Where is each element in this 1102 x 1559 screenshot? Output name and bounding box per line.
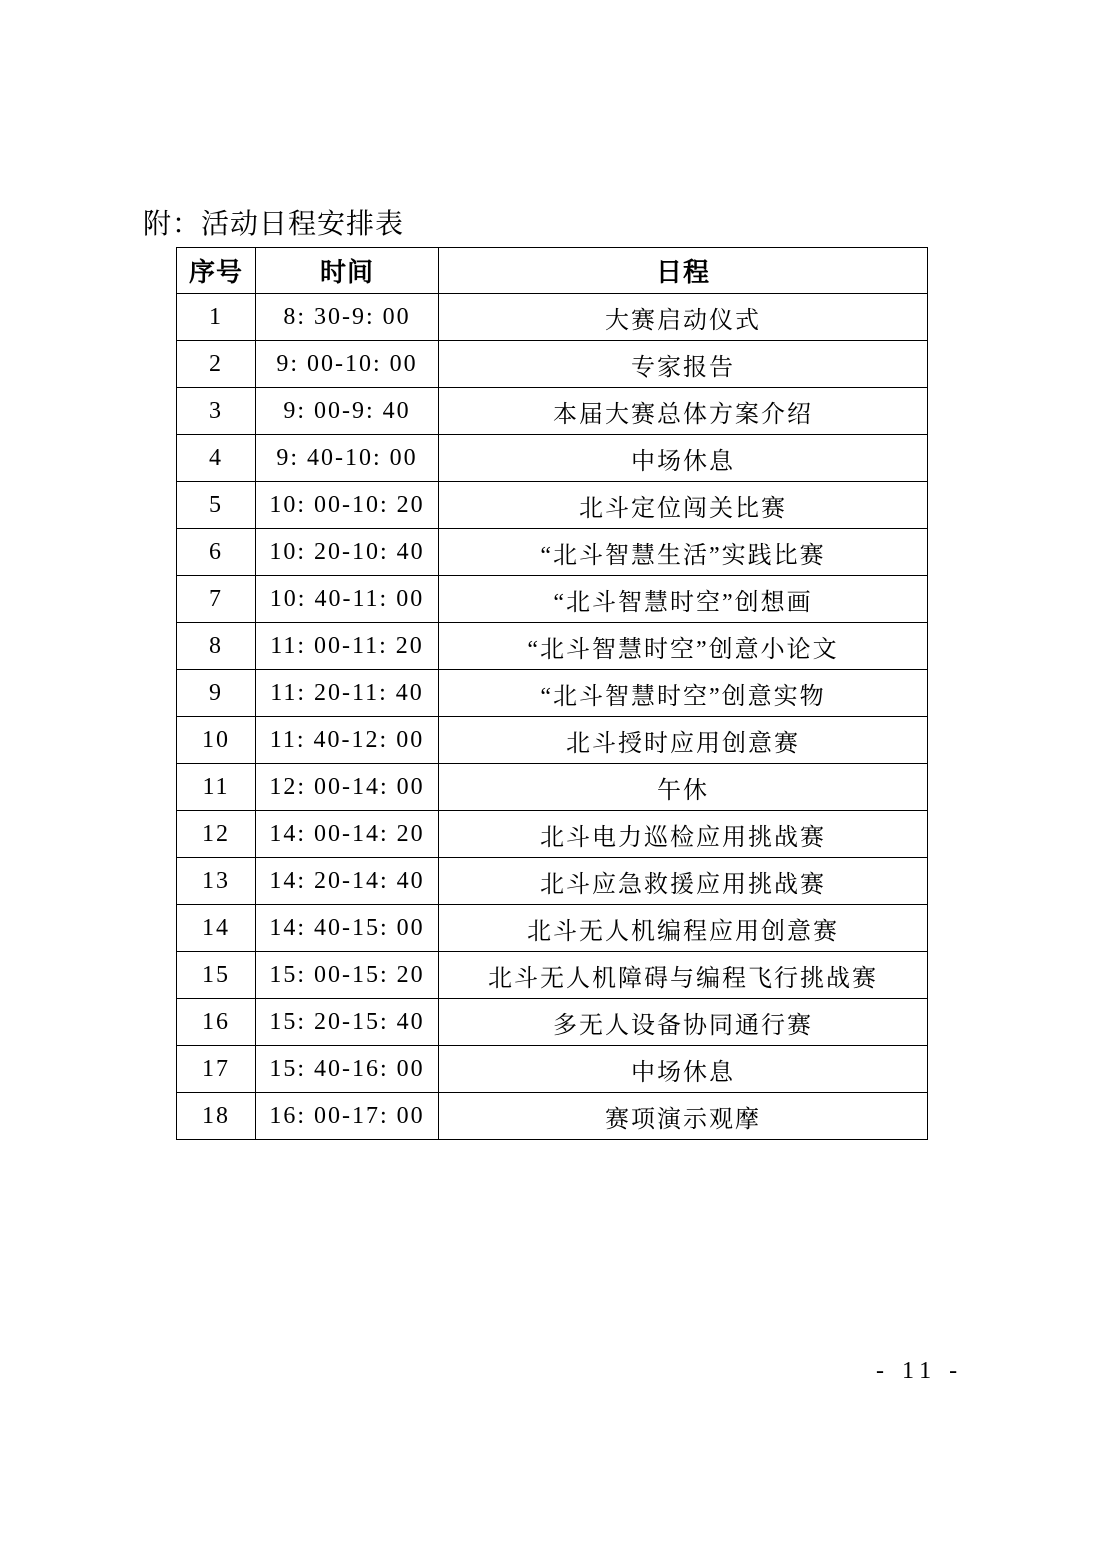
table-row (177, 811, 928, 858)
cell-no: 7 (177, 576, 256, 623)
cell-event: 北斗电力巡检应用挑战赛 (439, 811, 928, 858)
cell-no: 6 (177, 529, 256, 576)
table-row (177, 576, 928, 623)
table-body (177, 294, 928, 1140)
table-row (177, 435, 928, 482)
cell-event: 北斗授时应用创意赛 (439, 717, 928, 764)
cell-event: 午休 (439, 764, 928, 811)
table-row (177, 1093, 928, 1140)
cell-time: 14: 40-15: 00 (256, 905, 439, 952)
cell-event: 北斗应急救援应用挑战赛 (439, 858, 928, 905)
table-row (177, 670, 928, 717)
cell-no: 5 (177, 482, 256, 529)
header-event: 日程 (439, 248, 928, 294)
cell-event: “北斗智慧时空”创想画 (439, 576, 928, 623)
schedule-table (176, 247, 928, 1140)
cell-time: 10: 40-11: 00 (256, 576, 439, 623)
cell-no: 17 (177, 1046, 256, 1093)
cell-event: “北斗智慧生活”实践比赛 (439, 529, 928, 576)
cell-event: 北斗无人机障碍与编程飞行挑战赛 (439, 952, 928, 999)
table-row (177, 294, 928, 341)
cell-time: 12: 00-14: 00 (256, 764, 439, 811)
cell-event: 专家报告 (439, 341, 928, 388)
cell-time: 10: 00-10: 20 (256, 482, 439, 529)
table-row (177, 1046, 928, 1093)
table-row (177, 529, 928, 576)
cell-event: 中场休息 (439, 1046, 928, 1093)
cell-time: 15: 00-15: 20 (256, 952, 439, 999)
cell-event: “北斗智慧时空”创意小论文 (439, 623, 928, 670)
table-header-row (177, 248, 928, 294)
cell-time: 16: 00-17: 00 (256, 1093, 439, 1140)
table-row (177, 623, 928, 670)
table-row (177, 388, 928, 435)
header-time: 时间 (256, 248, 439, 294)
table-row (177, 858, 928, 905)
cell-time: 15: 40-16: 00 (256, 1046, 439, 1093)
cell-no: 10 (177, 717, 256, 764)
cell-time: 9: 40-10: 00 (256, 435, 439, 482)
cell-no: 9 (177, 670, 256, 717)
table-row (177, 341, 928, 388)
cell-time: 8: 30-9: 00 (256, 294, 439, 341)
cell-time: 11: 00-11: 20 (256, 623, 439, 670)
cell-event: 北斗定位闯关比赛 (439, 482, 928, 529)
table-row (177, 764, 928, 811)
table-row (177, 999, 928, 1046)
cell-time: 14: 20-14: 40 (256, 858, 439, 905)
table-row (177, 717, 928, 764)
table-row (177, 482, 928, 529)
table-row (177, 952, 928, 999)
cell-event: 北斗无人机编程应用创意赛 (439, 905, 928, 952)
cell-no: 11 (177, 764, 256, 811)
cell-no: 3 (177, 388, 256, 435)
cell-event: “北斗智慧时空”创意实物 (439, 670, 928, 717)
cell-no: 13 (177, 858, 256, 905)
cell-time: 11: 20-11: 40 (256, 670, 439, 717)
cell-no: 4 (177, 435, 256, 482)
cell-no: 18 (177, 1093, 256, 1140)
cell-event: 大赛启动仪式 (439, 294, 928, 341)
cell-no: 12 (177, 811, 256, 858)
cell-event: 中场休息 (439, 435, 928, 482)
cell-event: 本届大赛总体方案介绍 (439, 388, 928, 435)
table-row (177, 905, 928, 952)
header-no: 序号 (177, 248, 256, 294)
cell-time: 10: 20-10: 40 (256, 529, 439, 576)
page-number: - 11 - (876, 1358, 964, 1384)
cell-no: 16 (177, 999, 256, 1046)
cell-event: 赛项演示观摩 (439, 1093, 928, 1140)
cell-no: 1 (177, 294, 256, 341)
cell-event: 多无人设备协同通行赛 (439, 999, 928, 1046)
cell-time: 11: 40-12: 00 (256, 717, 439, 764)
cell-time: 14: 00-14: 20 (256, 811, 439, 858)
cell-no: 15 (177, 952, 256, 999)
cell-no: 2 (177, 341, 256, 388)
cell-no: 14 (177, 905, 256, 952)
cell-time: 9: 00-9: 40 (256, 388, 439, 435)
document-title: 附：活动日程安排表 (143, 207, 405, 240)
cell-time: 15: 20-15: 40 (256, 999, 439, 1046)
cell-no: 8 (177, 623, 256, 670)
cell-time: 9: 00-10: 00 (256, 341, 439, 388)
